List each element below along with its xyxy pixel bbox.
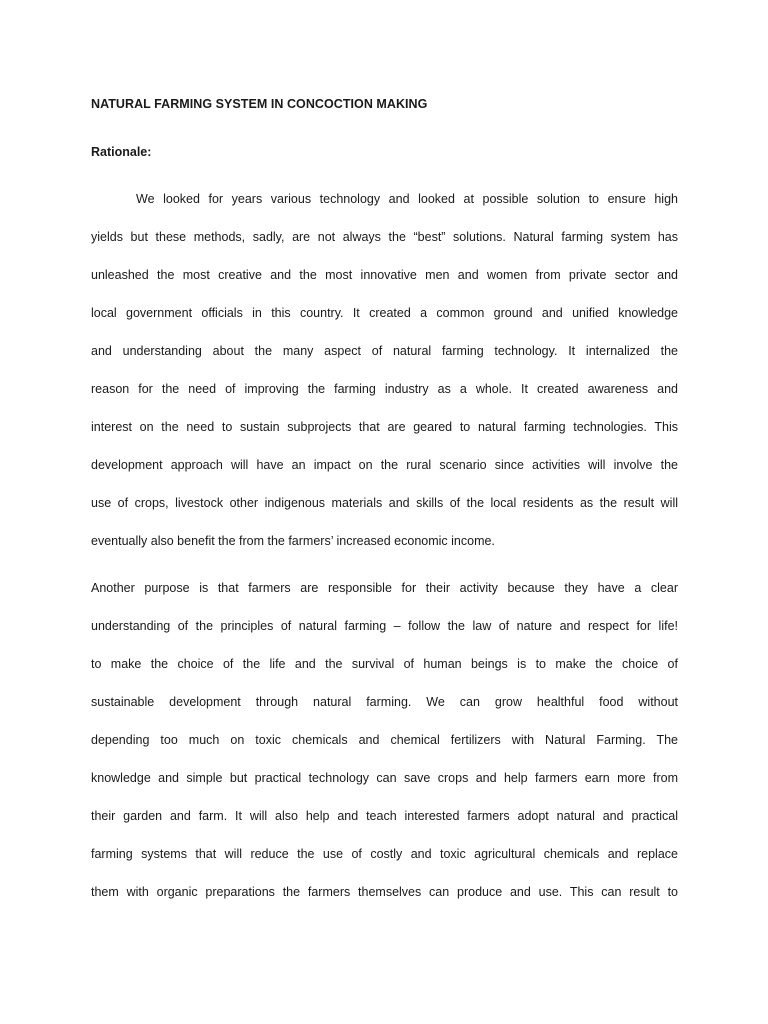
- paragraph-2-line: farming systems that will reduce the use of costly and toxic agricultural chemicals and replace: [91, 847, 678, 861]
- section-heading: Rationale:: [91, 145, 152, 159]
- paragraph-1-line: We looked for years various technology and looked at possible solution to ensure high: [136, 192, 678, 206]
- document-title: NATURAL FARMING SYSTEM IN CONCOCTION MAKING: [91, 97, 428, 111]
- paragraph-1-line: reason for the need of improving the farming industry as a whole. It created awareness and: [91, 382, 678, 396]
- paragraph-2-line: to make the choice of the life and the survival of human beings is to make the choice of: [91, 657, 678, 671]
- paragraph-1-line: development approach will have an impact on the rural scenario since activities will involve the: [91, 458, 678, 472]
- paragraph-2-line: depending too much on toxic chemicals and chemical fertilizers with Natural Farming. The: [91, 733, 678, 747]
- paragraph-2-line: Another purpose is that farmers are responsible for their activity because they have a clear: [91, 581, 678, 595]
- paragraph-1-line: use of crops, livestock other indigenous materials and skills of the local residents as the result will: [91, 496, 678, 510]
- paragraph-2-line: their garden and farm. It will also help and teach interested farmers adopt natural and practical: [91, 809, 678, 823]
- paragraph-2-line: understanding of the principles of natural farming – follow the law of nature and respect for life!: [91, 619, 678, 633]
- paragraph-2-line: sustainable development through natural farming. We can grow healthful food without: [91, 695, 678, 709]
- paragraph-1-line: local government officials in this country. It created a common ground and unified knowledge: [91, 306, 678, 320]
- paragraph-1-line: and understanding about the many aspect of natural farming technology. It internalized the: [91, 344, 678, 358]
- paragraph-1-line: eventually also benefit the from the farmers’ increased economic income.: [91, 534, 495, 548]
- paragraph-2-line: them with organic preparations the farmers themselves can produce and use. This can result to: [91, 885, 678, 899]
- paragraph-1-line: unleashed the most creative and the most innovative men and women from private sector and: [91, 268, 678, 282]
- paragraph-2-line: knowledge and simple but practical technology can save crops and help farmers earn more from: [91, 771, 678, 785]
- paragraph-1-line: yields but these methods, sadly, are not always the “best” solutions. Natural farming system has: [91, 230, 678, 244]
- paragraph-1-line: interest on the need to sustain subprojects that are geared to natural farming technologies. This: [91, 420, 678, 434]
